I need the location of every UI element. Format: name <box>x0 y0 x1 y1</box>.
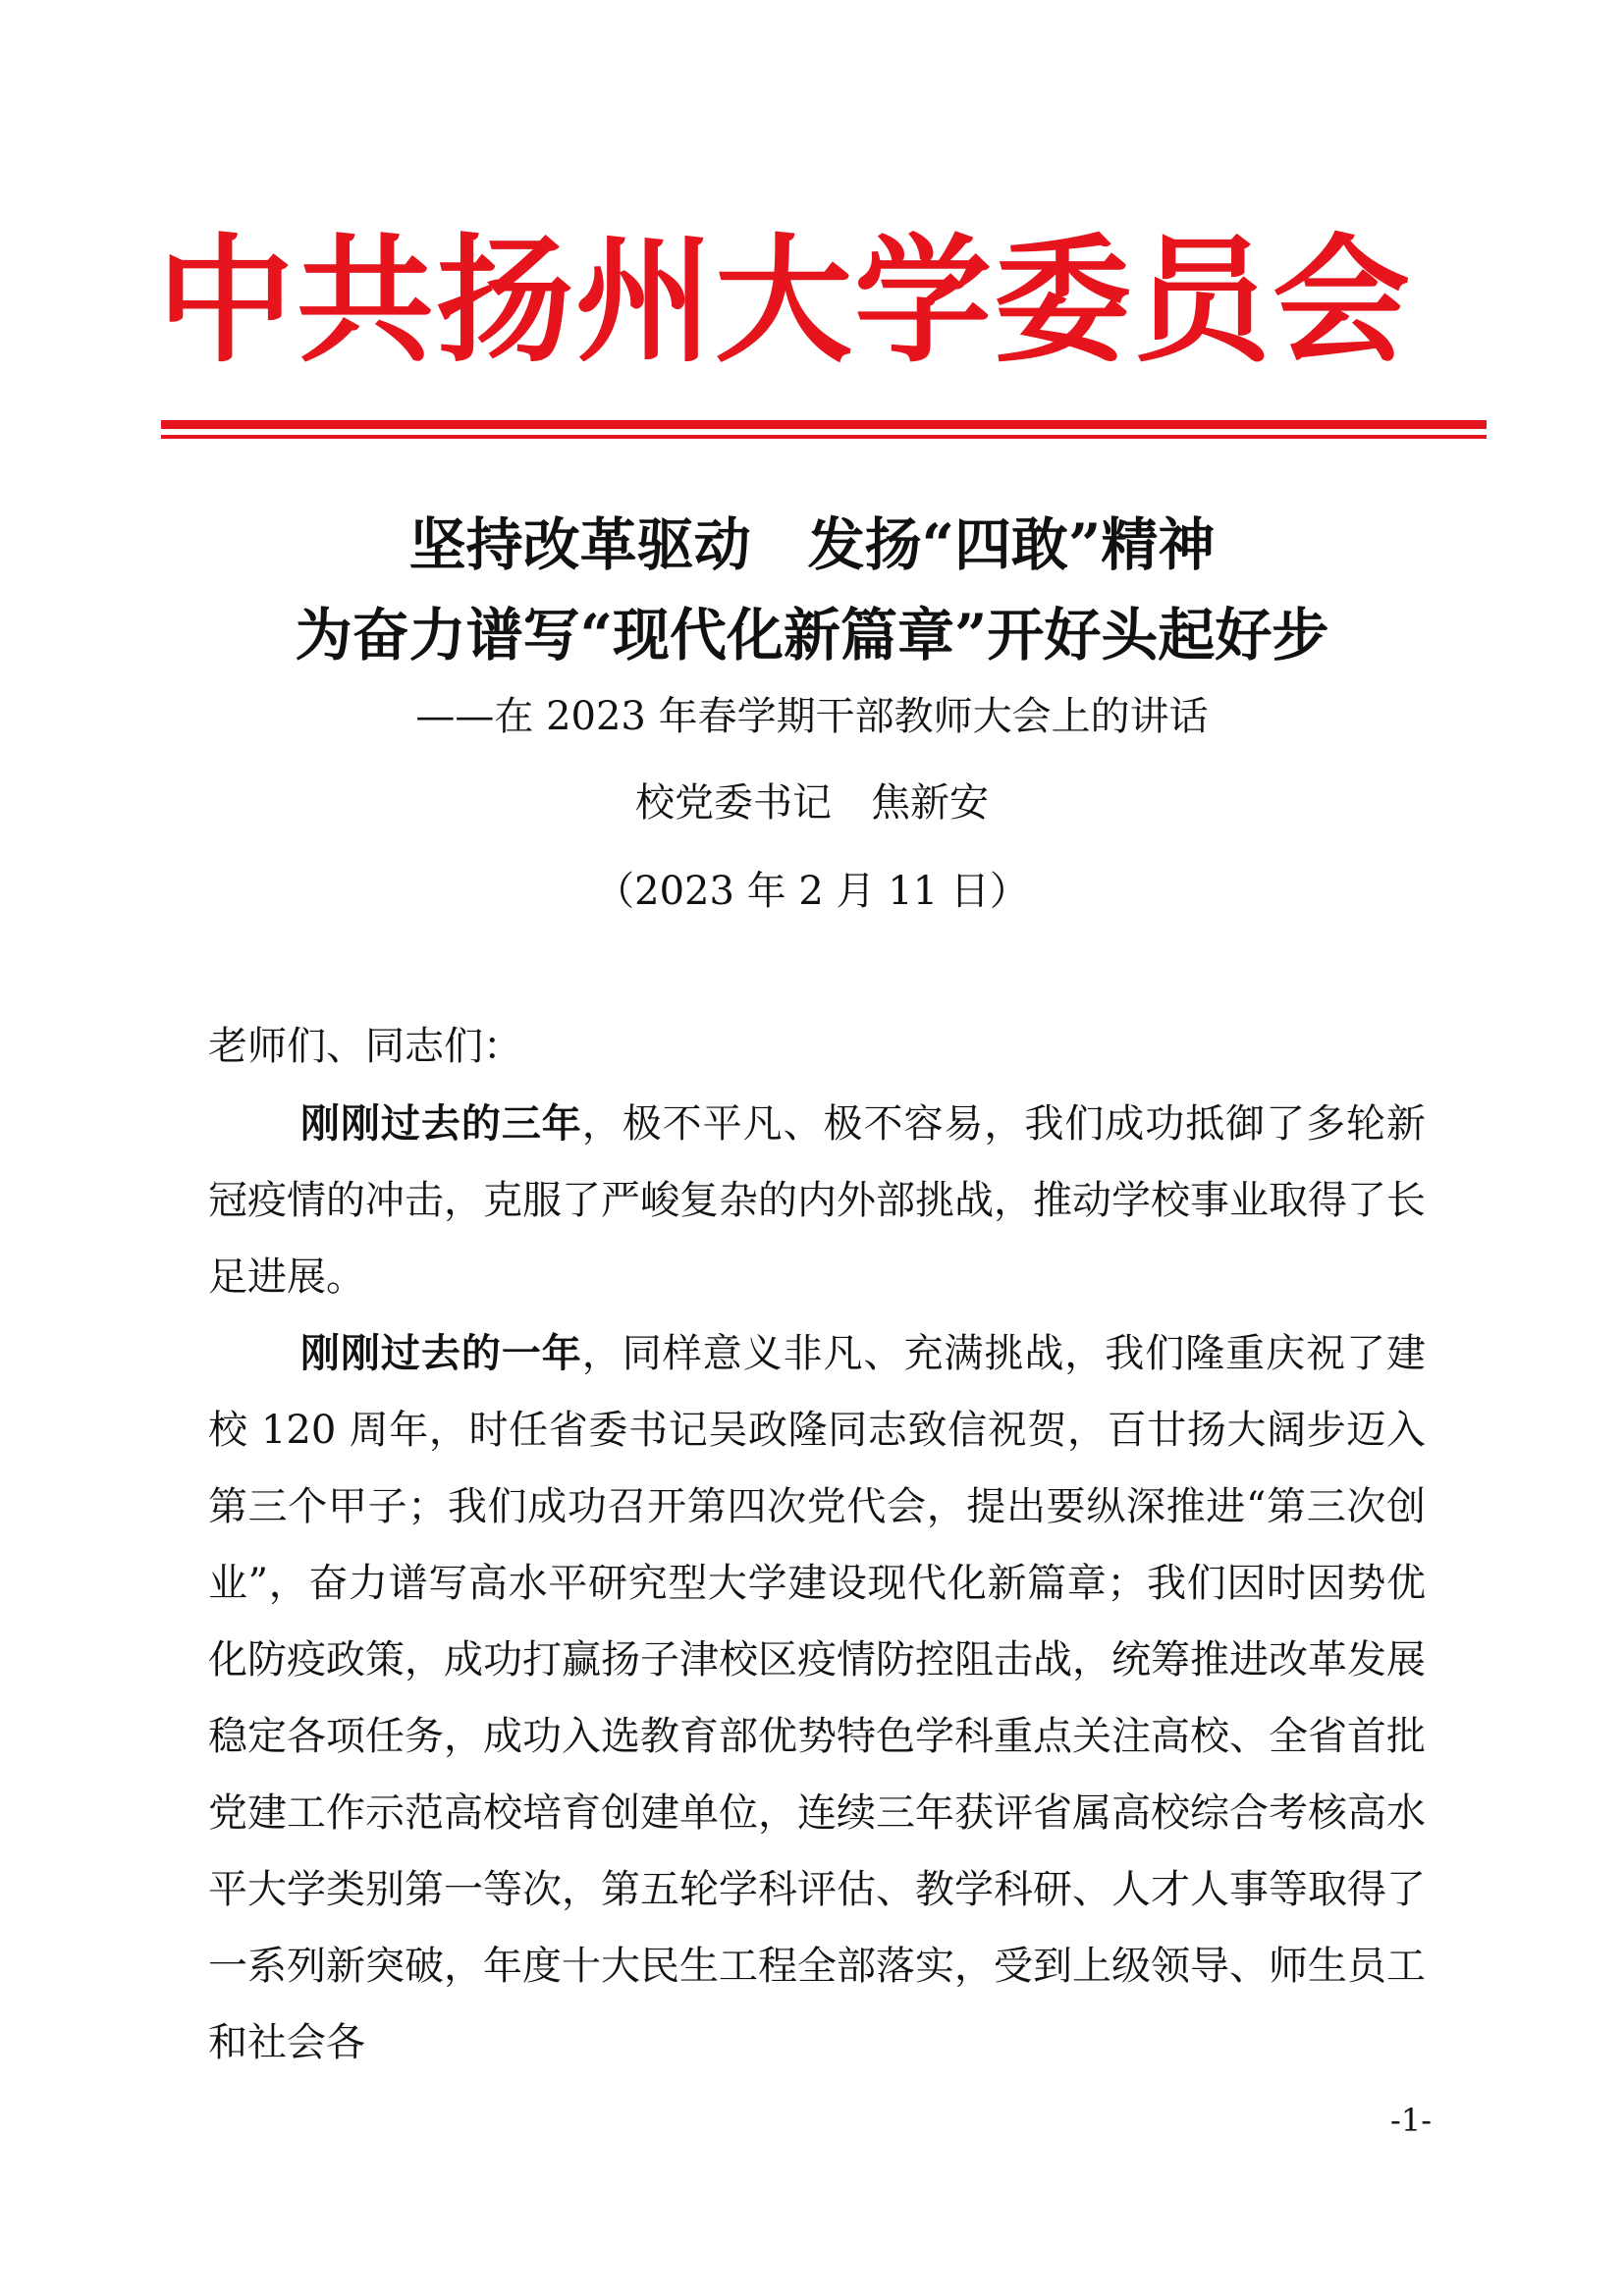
paragraph-content: ，同样意义非凡、充满挑战，我们隆重庆祝了建校 120 周年，时任省委书记吴政隆同志致信祝贺，百廿扬大阔步迈入第三个甲子；我们成功召开第四次党代会，提出要纵深推进“第三次创业”，奋力谱写高水平研究型大学建设现代化新篇章；我们因时因势优化防疫政策，成功打赢扬子津校区疫情防控阻击战，统筹推进改革发展稳定各项任务，成功入选教育部优势特色学科重点关注高校、全省首批党建工作示范高校培育创建单位，连续三年获评省属高校综合考核高水平大学类别第一等次，第五轮学科评估、教学科研、人才人事等取得了一系列新突破，年度十大民生工程全部落实，受到上级领导、师生员工和社会各 <box>208 1331 1427 2065</box>
salutation: 老师们、同志们： <box>208 1024 522 1069</box>
paragraph-content: ，极不平凡、极不容易，我们成功抵御了多轮新冠疫情的冲击，克服了严峻复杂的内外部挑战，推动学校事业取得了长足进展。 <box>208 1101 1427 1300</box>
header-divider-thick <box>161 420 1487 429</box>
speech-date: （2023 年 2 月 11 日） <box>595 869 1029 914</box>
document-title-line-1: 坚持改革驱动 发扬“四敢”精神 <box>408 511 1216 578</box>
speaker-line <box>0 775 1624 830</box>
speaker-position: 校党委书记 <box>635 780 832 826</box>
document-header-organization: 中共扬州大学委员会 <box>157 222 1413 382</box>
paragraph-lead: 刚刚过去的一年 <box>300 1330 582 1376</box>
speech-occasion: ——在 2023 年春学期干部教师大会上的讲话 <box>415 694 1209 739</box>
paragraph-lead: 刚刚过去的三年 <box>300 1100 582 1147</box>
body-paragraph-1 <box>208 1086 1426 1315</box>
speaker-name: 焦新安 <box>871 780 989 826</box>
paragraph-text <box>208 1086 1426 1315</box>
paragraph-text <box>208 1315 1426 2081</box>
header-divider-thin <box>161 435 1487 439</box>
page-number: -1- <box>1390 2102 1432 2139</box>
body-paragraph-2 <box>208 1315 1426 2081</box>
document-title-line-2: 为奋力谱写“现代化新篇章”开好头起好步 <box>295 602 1329 668</box>
